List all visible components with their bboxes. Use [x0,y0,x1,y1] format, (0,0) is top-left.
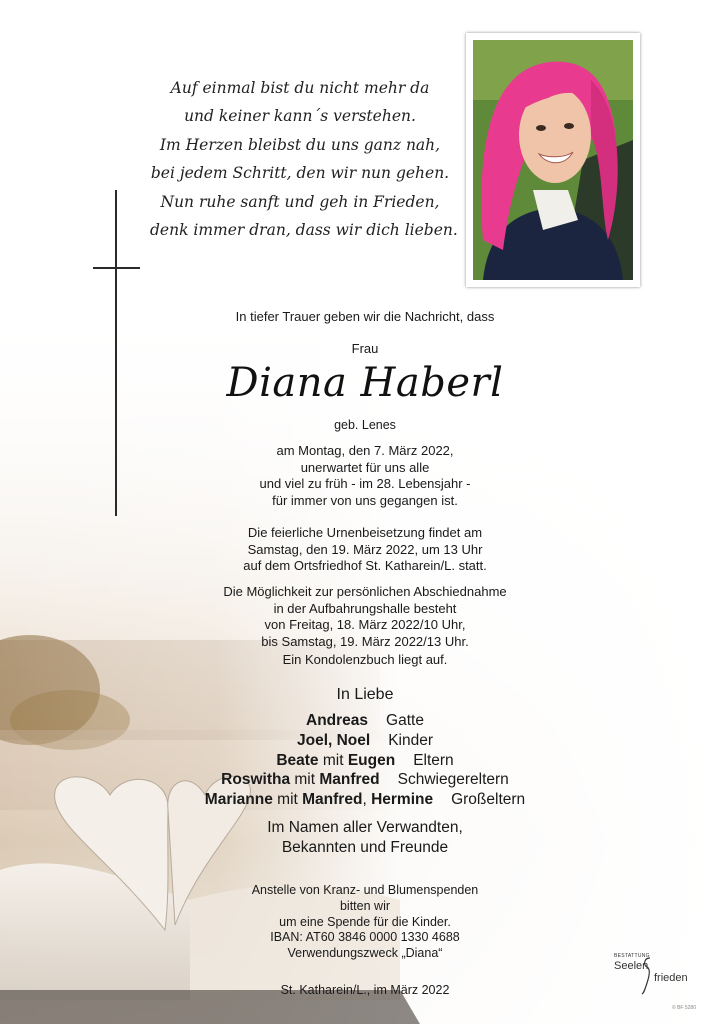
logo-word: frieden [654,972,688,984]
mourners-list [160,711,570,810]
mourner-row [160,751,570,771]
connector: mit [318,751,348,769]
mourner-name: Roswitha [221,771,291,789]
mourner-relation: Eltern [413,751,454,769]
text-line: bis Samstag, 19. März 2022/13 Uhr. [261,633,469,649]
text-line: Im Namen aller Verwandten, [267,819,463,836]
mourner-relation: Schwiegereltern [397,771,509,789]
connector: mit [272,791,303,809]
poem-line: Nun ruhe sanft und geh in Frieden, [160,192,440,211]
text-line: und viel zu früh - im 28. Lebensjahr - [259,476,471,491]
mourner-row [160,770,570,790]
poem-line: Im Herzen bleibst du uns ganz nah, [159,135,441,154]
mourner-name: Beate [276,751,319,769]
text-line: unerwartet für uns alle [300,459,430,475]
deceased-name: Diana Haberl [226,360,504,406]
portrait-photo [466,33,640,287]
text-line: von Freitag, 18. März 2022/10 Uhr, [264,617,466,632]
text-line: Anstelle von Kranz- und Blumenspenden [251,883,479,897]
condolence-book-note: Ein Kondolenzbuch liegt auf. [282,652,448,667]
mourner-row [160,711,570,731]
salutation: Frau [351,341,379,356]
mourners-heading: In Liebe [336,686,394,703]
portrait-image [473,40,633,280]
logo-word: Seelen [614,960,649,972]
donation-request [160,883,570,962]
mourner-name: Joel, Noel [296,731,371,749]
mourner-row [160,731,570,751]
text-line: Die feierliche Urnenbeisetzung findet am [247,525,483,540]
text-line: auf dem Ortsfriedhof St. Katharein/L. statt. [243,558,487,573]
iban: IBAN: AT60 3846 0000 1330 4688 [270,930,460,945]
mourner-relation: Kinder [388,731,434,749]
text-line: in der Aufbahrungshalle besteht [273,600,457,616]
funeral-home-logo [612,953,688,997]
logo-curl-icon [640,955,654,995]
text-line: am Montag, den 7. März 2022, [276,443,454,458]
birth-name: geb. Lenes [334,418,396,432]
poem-line: denk immer dran, dass wir dich lieben. [150,221,458,240]
poem-line: Auf einmal bist du nicht mehr da [170,79,430,97]
text-line: Bekannten und Freunde [281,839,449,856]
place-date: St. Katharein/L., im März 2022 [280,983,450,997]
farewell-info [160,584,570,650]
mourner-relation: Großeltern [451,791,526,809]
mourner-name: Manfred [302,791,363,809]
funeral-info [160,525,570,575]
intro-text: In tiefer Trauer geben wir die Nachricht, dass [235,309,495,324]
text-line: Samstag, den 19. März 2022, um 13 Uhr [247,541,483,557]
text-line: um eine Spende für die Kinder. [279,914,451,929]
poem [150,74,458,244]
copyright-mark: © BF 5280 [672,1005,696,1011]
text-line: bitten wir [339,898,391,913]
mourner-name: Hermine [371,791,434,809]
relatives-note [160,818,570,858]
mourner-name: Marianne [204,791,273,809]
poem-line: bei jedem Schritt, den wir nun gehen. [150,164,450,183]
mourner-relation: Gatte [386,712,424,729]
text-line: für immer von uns gegangen ist. [272,492,458,508]
poem-line: und keiner kann´s verstehen. [184,107,416,126]
mourner-name: Andreas [306,712,369,729]
mourner-name: Manfred [319,771,380,789]
text-line: Die Möglichkeit zur persönlichen Abschiednahme [223,584,507,599]
mourner-name: Eugen [347,751,396,769]
connector: , [362,791,372,809]
mourner-row [160,790,570,810]
death-notice [160,443,570,509]
connector: mit [290,771,320,789]
logo-small-text: BESTATTUNG [614,953,650,959]
text-line: Verwendungszweck „Diana“ [287,946,443,961]
